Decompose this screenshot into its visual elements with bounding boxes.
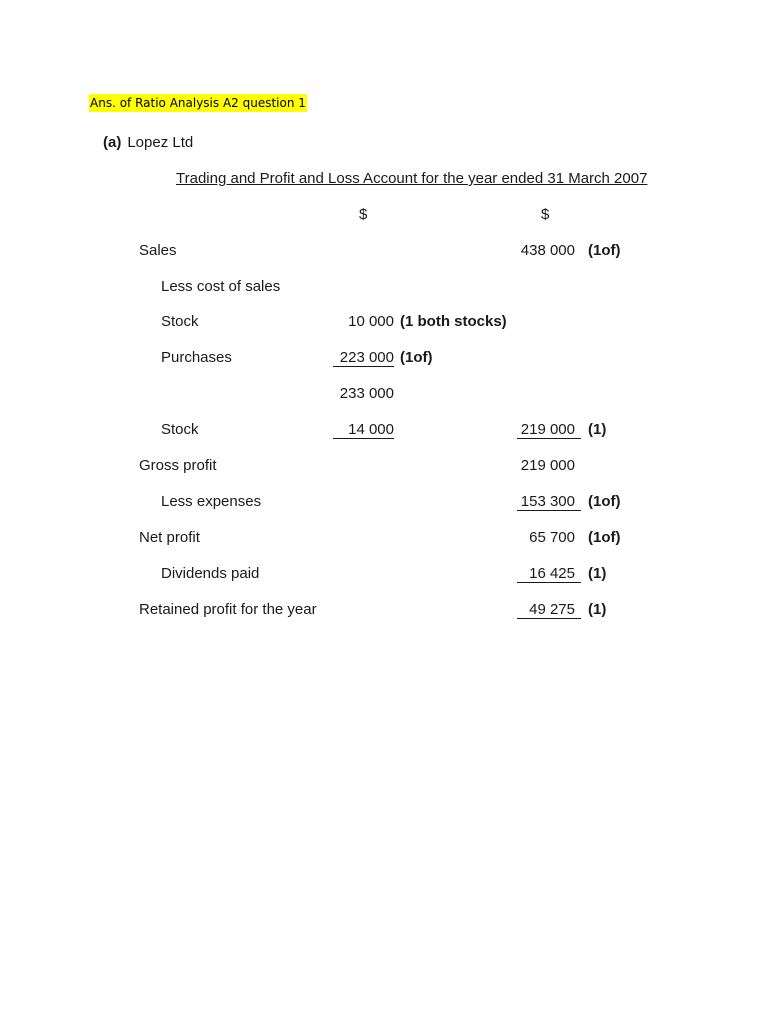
document-heading: Ans. of Ratio Analysis A2 question 1 xyxy=(90,96,306,110)
row-label: Stock xyxy=(161,421,199,438)
row-label: Retained profit for the year xyxy=(139,601,317,618)
part-heading xyxy=(103,134,193,151)
amount-col2: 438 000 xyxy=(520,242,575,259)
row-dividends xyxy=(0,565,768,587)
amount-col1: 233 000 xyxy=(339,385,394,402)
underline-col2 xyxy=(517,493,581,511)
account-title: Trading and Profit and Loss Account for the year ended 31 March 2007 xyxy=(176,170,648,187)
mark-col1: (1of) xyxy=(400,349,433,366)
amount-col1: 223 000 xyxy=(339,349,394,366)
mark-col2: (1) xyxy=(588,565,607,582)
underline-col1 xyxy=(333,421,394,439)
mark-col2: (1) xyxy=(588,421,607,438)
company-name: Lopez Ltd xyxy=(127,134,194,151)
amount-col2: 49 275 xyxy=(529,601,575,618)
underline-col2 xyxy=(517,421,581,439)
row-subtotal xyxy=(0,385,768,407)
row-label: Purchases xyxy=(161,349,232,366)
mark-col1: (1 both stocks) xyxy=(400,313,507,330)
row-sales xyxy=(0,242,768,264)
row-stock-closing xyxy=(0,421,768,443)
amount-col2: 65 700 xyxy=(529,529,575,546)
mark-col2: (1of) xyxy=(588,493,621,510)
mark-col2: (1of) xyxy=(588,242,621,259)
row-gross-profit xyxy=(0,457,768,479)
row-label: Stock xyxy=(161,313,199,330)
row-net-profit xyxy=(0,529,768,551)
row-label: Dividends paid xyxy=(161,565,260,582)
row-less-cost xyxy=(0,278,768,300)
row-less-expenses xyxy=(0,493,768,515)
amount-col2: 219 000 xyxy=(520,457,575,474)
currency-col1: $ xyxy=(359,206,368,223)
row-label: Net profit xyxy=(139,529,200,546)
part-label: (a) xyxy=(103,134,122,151)
row-retained-profit xyxy=(0,601,768,623)
currency-col2: $ xyxy=(541,206,550,223)
mark-col2: (1of) xyxy=(588,529,621,546)
amount-col2: 219 000 xyxy=(520,421,575,438)
row-label: Gross profit xyxy=(139,457,217,474)
row-label: Sales xyxy=(139,242,177,259)
amount-col1: 14 000 xyxy=(348,421,394,438)
row-stock-opening xyxy=(0,313,768,335)
underline-col1 xyxy=(333,349,394,367)
amount-col2: 16 425 xyxy=(529,565,575,582)
row-purchases xyxy=(0,349,768,371)
amount-col2: 153 300 xyxy=(520,493,575,510)
row-label: Less expenses xyxy=(161,493,262,510)
underline-col2 xyxy=(517,601,581,619)
row-label: Less cost of sales xyxy=(161,278,281,295)
mark-col2: (1) xyxy=(588,601,607,618)
amount-col1: 10 000 xyxy=(348,313,394,330)
underline-col2 xyxy=(517,565,581,583)
